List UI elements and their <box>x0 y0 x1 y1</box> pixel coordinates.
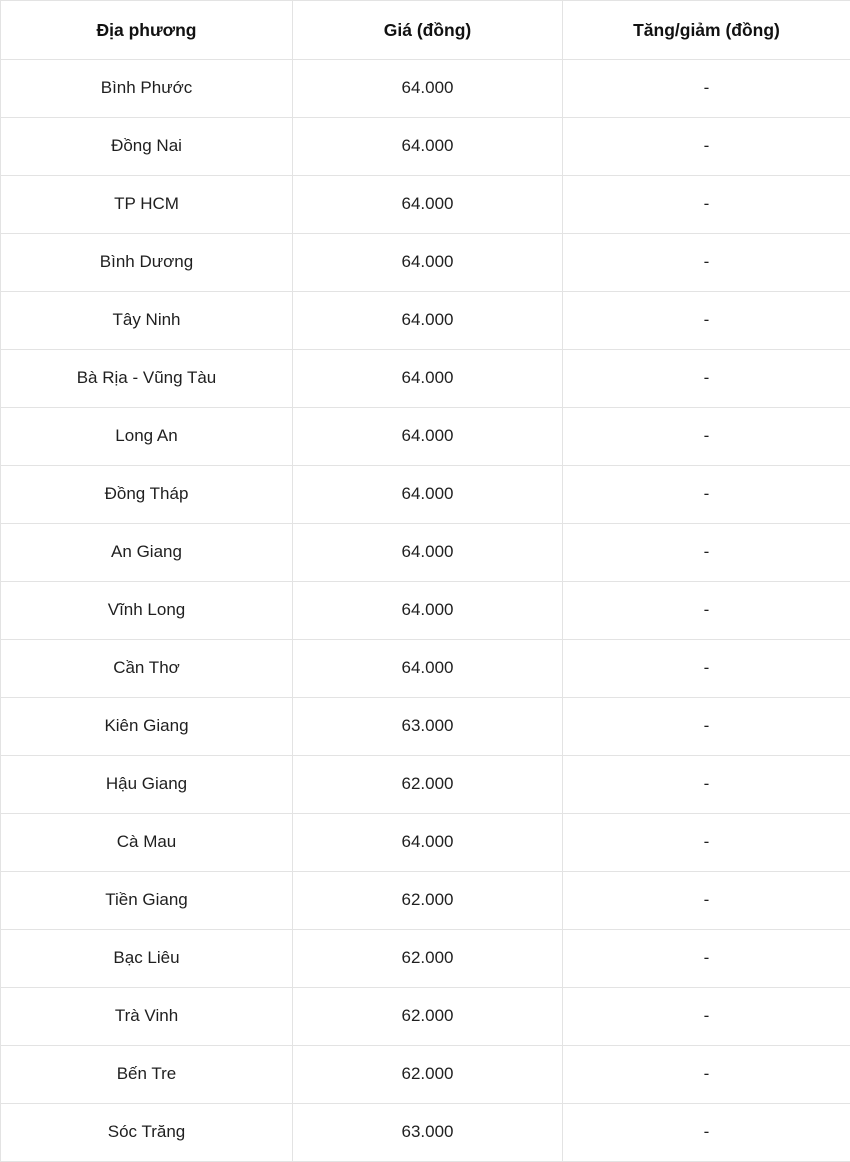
table-row <box>1 756 850 814</box>
table-row <box>1 698 850 756</box>
column-header-price: Giá (đồng) <box>293 1 563 60</box>
region-cell: Sóc Trăng <box>1 1104 293 1162</box>
table-row <box>1 176 850 234</box>
price-cell: 64.000 <box>293 176 563 234</box>
price-cell: 64.000 <box>293 350 563 408</box>
region-cell: Bến Tre <box>1 1046 293 1104</box>
table-row <box>1 292 850 350</box>
table-header-row <box>1 1 850 60</box>
price-cell: 64.000 <box>293 408 563 466</box>
price-cell: 64.000 <box>293 466 563 524</box>
change-cell: - <box>563 1104 850 1162</box>
price-cell: 62.000 <box>293 988 563 1046</box>
change-cell: - <box>563 118 850 176</box>
price-cell: 62.000 <box>293 756 563 814</box>
column-header-change: Tăng/giảm (đồng) <box>563 1 850 60</box>
change-cell: - <box>563 234 850 292</box>
change-cell: - <box>563 582 850 640</box>
change-cell: - <box>563 466 850 524</box>
table-header <box>1 1 850 60</box>
region-cell: Vĩnh Long <box>1 582 293 640</box>
price-cell: 62.000 <box>293 1046 563 1104</box>
change-cell: - <box>563 640 850 698</box>
price-cell: 64.000 <box>293 640 563 698</box>
region-cell: Đồng Tháp <box>1 466 293 524</box>
price-cell: 64.000 <box>293 524 563 582</box>
change-cell: - <box>563 1046 850 1104</box>
price-cell: 63.000 <box>293 1104 563 1162</box>
table-row <box>1 1104 850 1162</box>
table-row <box>1 1046 850 1104</box>
region-cell: Tây Ninh <box>1 292 293 350</box>
region-cell: Cà Mau <box>1 814 293 872</box>
region-cell: Tiền Giang <box>1 872 293 930</box>
region-cell: An Giang <box>1 524 293 582</box>
region-cell: Cần Thơ <box>1 640 293 698</box>
price-cell: 64.000 <box>293 234 563 292</box>
region-cell: TP HCM <box>1 176 293 234</box>
change-cell: - <box>563 814 850 872</box>
region-cell: Trà Vinh <box>1 988 293 1046</box>
price-cell: 64.000 <box>293 60 563 118</box>
price-cell: 63.000 <box>293 698 563 756</box>
price-cell: 62.000 <box>293 872 563 930</box>
price-cell: 64.000 <box>293 814 563 872</box>
table-body <box>1 60 850 1162</box>
change-cell: - <box>563 524 850 582</box>
table-row <box>1 582 850 640</box>
change-cell: - <box>563 930 850 988</box>
change-cell: - <box>563 60 850 118</box>
price-cell: 62.000 <box>293 930 563 988</box>
table-row <box>1 814 850 872</box>
table-row <box>1 408 850 466</box>
region-cell: Bình Phước <box>1 60 293 118</box>
table-row <box>1 524 850 582</box>
table-row <box>1 640 850 698</box>
change-cell: - <box>563 350 850 408</box>
region-cell: Bạc Liêu <box>1 930 293 988</box>
table-row <box>1 118 850 176</box>
table-row <box>1 930 850 988</box>
change-cell: - <box>563 698 850 756</box>
change-cell: - <box>563 872 850 930</box>
column-header-region: Địa phương <box>1 1 293 60</box>
region-cell: Long An <box>1 408 293 466</box>
change-cell: - <box>563 988 850 1046</box>
change-cell: - <box>563 756 850 814</box>
change-cell: - <box>563 292 850 350</box>
region-cell: Hậu Giang <box>1 756 293 814</box>
change-cell: - <box>563 408 850 466</box>
region-cell: Bình Dương <box>1 234 293 292</box>
price-cell: 64.000 <box>293 292 563 350</box>
table-row <box>1 988 850 1046</box>
region-cell: Đồng Nai <box>1 118 293 176</box>
region-cell: Kiên Giang <box>1 698 293 756</box>
price-cell: 64.000 <box>293 118 563 176</box>
table-row <box>1 872 850 930</box>
table-row <box>1 350 850 408</box>
table-row <box>1 60 850 118</box>
change-cell: - <box>563 176 850 234</box>
region-cell: Bà Rịa - Vũng Tàu <box>1 350 293 408</box>
table-row <box>1 234 850 292</box>
table-row <box>1 466 850 524</box>
price-cell: 64.000 <box>293 582 563 640</box>
